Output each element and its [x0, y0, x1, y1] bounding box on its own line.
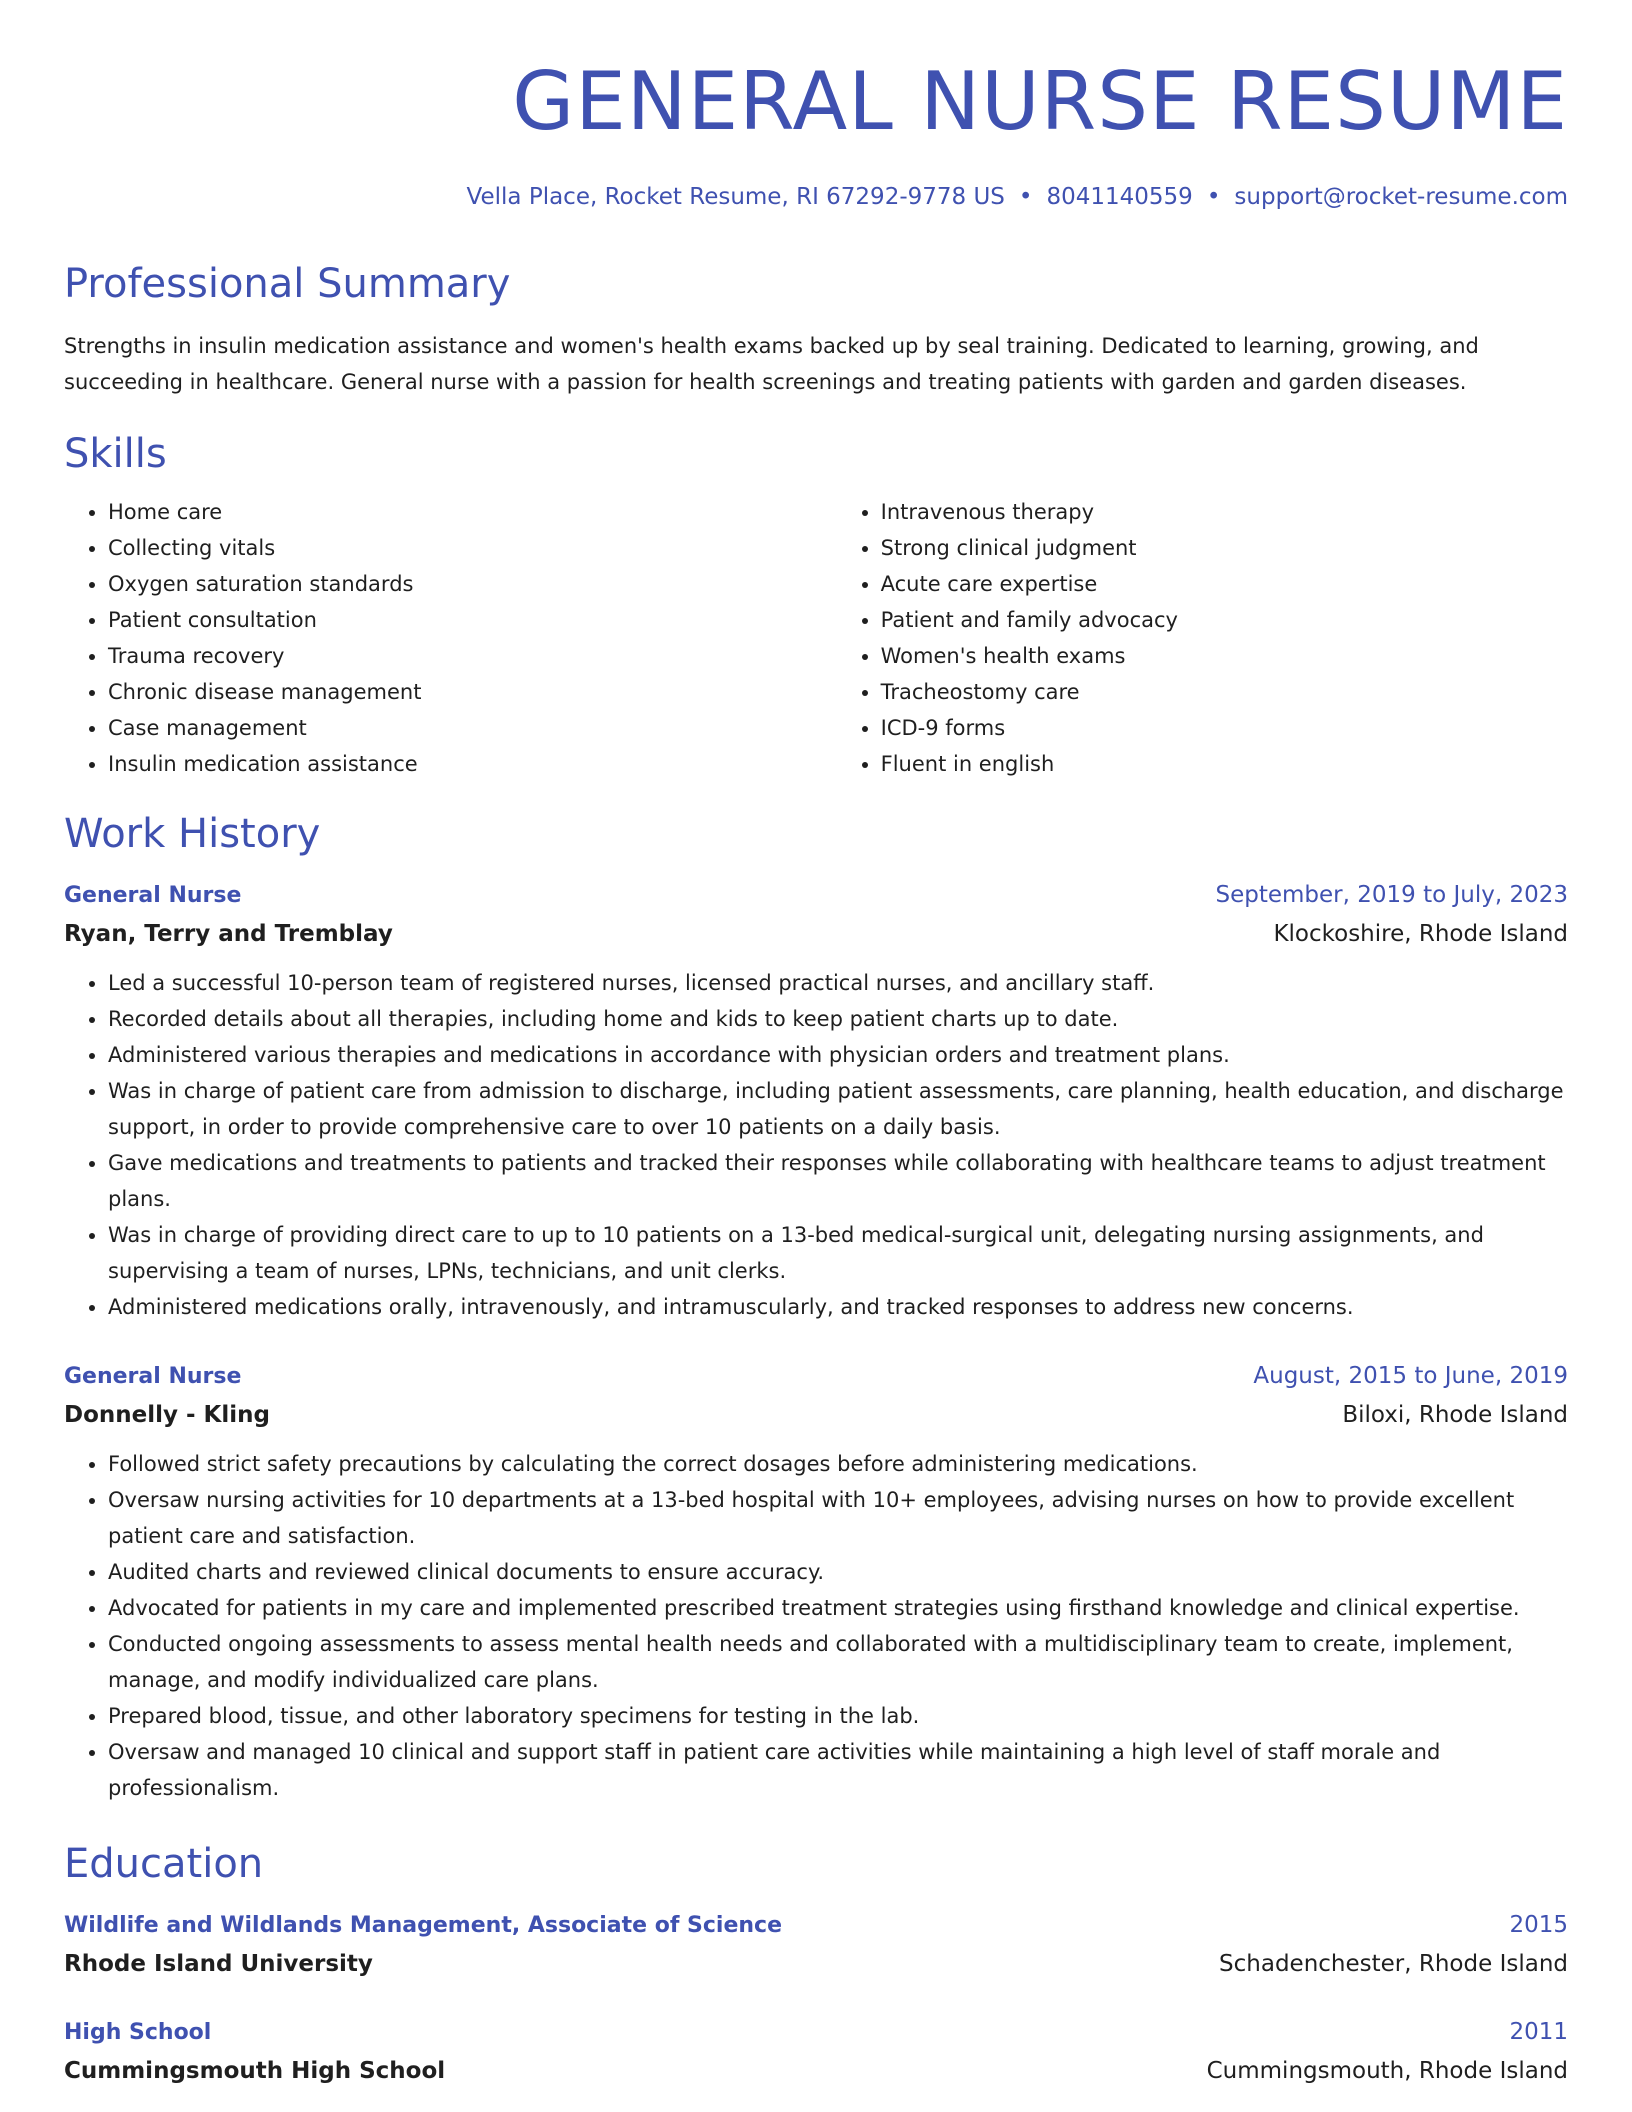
school-name: Rhode Island University — [64, 1951, 373, 1977]
job-bullet: • Gave medications and treatments to patients and tracked their responses while collaborating with healthcare teams to adjust treatment plans. — [108, 1145, 1568, 1217]
skill-item: • Home care — [108, 494, 837, 530]
email: support@rocket-resume.com — [1234, 184, 1568, 210]
skills-column-left — [64, 494, 837, 782]
job-entry — [64, 1357, 1568, 1806]
skill-item: • Oxygen saturation standards — [108, 566, 837, 602]
job-bullet: • Oversaw and managed 10 clinical and support staff in patient care activities while maintaining a high level of staff morale and professionalism. — [108, 1734, 1568, 1806]
skill-item: • Collecting vitals — [108, 530, 837, 566]
address: Vella Place, Rocket Resume, RI 67292-9778 US — [466, 184, 1005, 210]
job-title: General Nurse — [64, 1364, 242, 1389]
job-dates: September, 2019 to July, 2023 — [1215, 882, 1568, 908]
skill-item: • Trauma recovery — [108, 638, 837, 674]
resume-title: GENERAL NURSE RESUME — [512, 55, 1568, 148]
job-bullet: • Audited charts and reviewed clinical documents to ensure accuracy. — [108, 1554, 1568, 1590]
job-bullet: • Oversaw nursing activities for 10 departments at a 13-bed hospital with 10+ employees, advising nurses on how to provide excellent patient care and satisfaction. — [108, 1482, 1568, 1554]
job-bullet: • Was in charge of providing direct care to up to 10 patients on a 13-bed medical-surgical unit, delegating nursing assignments, and supervising a team of nurses, LPNs, technicians, and unit clerks. — [108, 1217, 1568, 1289]
education-entry — [64, 2013, 1568, 2090]
skill-item: • Acute care expertise — [881, 566, 1568, 602]
school-location: Schadenchester, Rhode Island — [1219, 1951, 1568, 1977]
skills-column-right — [837, 494, 1568, 782]
job-bullet: • Led a successful 10-person team of registered nurses, licensed practical nurses, and ancillary staff. — [108, 965, 1568, 1001]
separator-dot: • — [1206, 184, 1221, 210]
skill-item: • Fluent in english — [881, 746, 1568, 782]
degree: Wildlife and Wildlands Management, Associate of Science — [64, 1913, 783, 1938]
skills-heading: Skills — [64, 431, 167, 477]
job-bullet: • Was in charge of patient care from admission to discharge, including patient assessments, care planning, health education, and discharge support, in order to provide comprehensive care to over 10 patients on a daily basis. — [108, 1073, 1568, 1145]
summary-text: Strengths in insulin medication assistance and women's health exams backed up by seal training. Dedicated to learning, growing, and succeeding in healthcare. General nurse with a passion for health screenings and treating patients with garden and garden diseases. — [64, 334, 1479, 394]
job-location: Biloxi, Rhode Island — [1342, 1402, 1568, 1428]
education-entry — [64, 1906, 1568, 1983]
skill-item: • ICD-9 forms — [881, 710, 1568, 746]
job-bullet: • Prepared blood, tissue, and other laboratory specimens for testing in the lab. — [108, 1698, 1568, 1734]
degree: High School — [64, 2020, 212, 2045]
education-heading: Education — [64, 1841, 264, 1887]
graduation-year: 2011 — [1509, 2019, 1568, 2045]
job-bullet: • Administered medications orally, intravenously, and intramuscularly, and tracked responses to address new concerns. — [108, 1289, 1568, 1325]
job-dates: August, 2015 to June, 2019 — [1253, 1363, 1568, 1389]
job-entry — [64, 876, 1568, 1325]
skill-item: • Insulin medication assistance — [108, 746, 837, 782]
company-name: Donnelly - Kling — [64, 1402, 270, 1428]
job-title: General Nurse — [64, 883, 242, 908]
skill-item: • Patient consultation — [108, 602, 837, 638]
work-history-heading: Work History — [64, 811, 321, 857]
skill-item: • Intravenous therapy — [881, 494, 1568, 530]
job-bullets — [64, 1446, 1568, 1806]
skill-item: • Strong clinical judgment — [881, 530, 1568, 566]
skill-item: • Case management — [108, 710, 837, 746]
skill-item: • Tracheostomy care — [881, 674, 1568, 710]
graduation-year: 2015 — [1509, 1912, 1568, 1938]
school-name: Cummingsmouth High School — [64, 2058, 446, 2084]
skill-item: • Women's health exams — [881, 638, 1568, 674]
job-bullet: • Recorded details about all therapies, including home and kids to keep patient charts up to date. — [108, 1001, 1568, 1037]
job-location: Klockoshire, Rhode Island — [1273, 921, 1568, 947]
school-location: Cummingsmouth, Rhode Island — [1206, 2058, 1568, 2084]
summary-heading: Professional Summary — [64, 261, 511, 307]
contact-line — [64, 184, 1568, 214]
company-name: Ryan, Terry and Tremblay — [64, 921, 393, 947]
job-bullet: • Administered various therapies and medications in accordance with physician orders and treatment plans. — [108, 1037, 1568, 1073]
skill-item: • Patient and family advocacy — [881, 602, 1568, 638]
job-bullet: • Conducted ongoing assessments to assess mental health needs and collaborated with a multidisciplinary team to create, implement, manage, and modify individualized care plans. — [108, 1626, 1568, 1698]
skills-list — [64, 494, 1568, 782]
job-bullet: • Advocated for patients in my care and implemented prescribed treatment strategies using firsthand knowledge and clinical expertise. — [108, 1590, 1568, 1626]
job-bullets — [64, 965, 1568, 1325]
phone: 8041140559 — [1046, 184, 1193, 210]
job-bullet: • Followed strict safety precautions by calculating the correct dosages before administering medications. — [108, 1446, 1568, 1482]
skill-item: • Chronic disease management — [108, 674, 837, 710]
separator-dot: • — [1018, 184, 1033, 210]
